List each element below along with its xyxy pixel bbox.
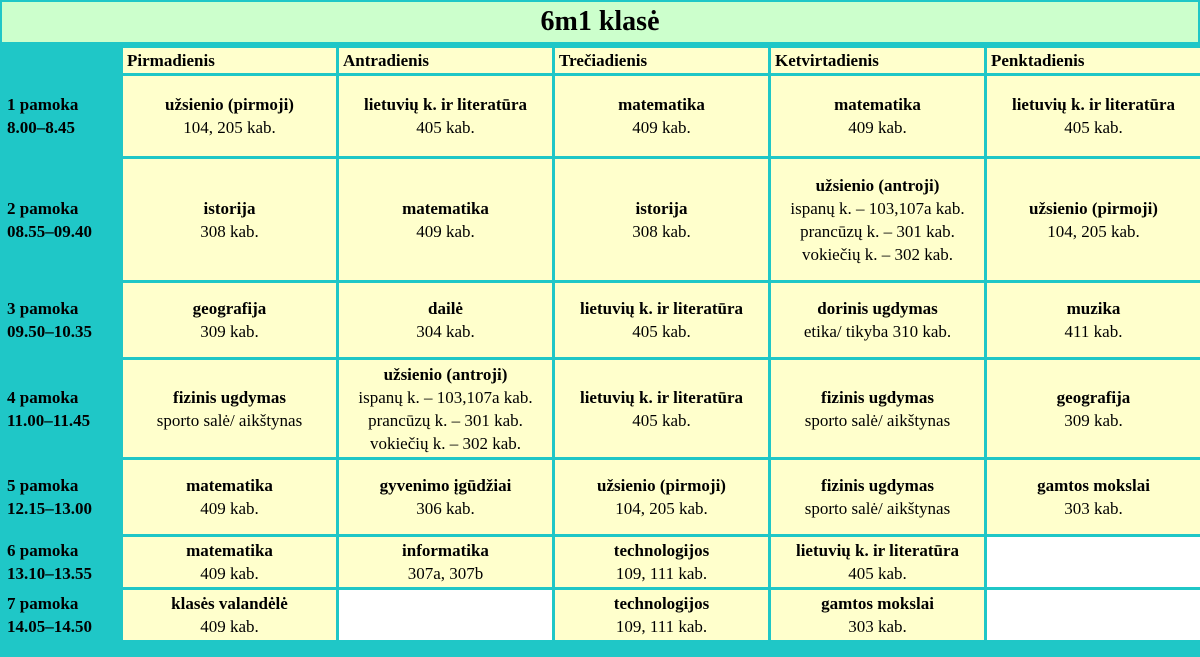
period-number: 5 pamoka [7,476,79,495]
period-label [3,360,120,457]
lesson-cell-tuesday [339,537,552,587]
room-info: vokiečių k. – 302 kab. [369,433,522,453]
lesson-cell-monday [123,590,336,640]
empty-slot-friday [987,590,1200,640]
room-info: 109, 111 kab. [615,564,708,583]
lesson-cell-thursday [771,360,984,457]
room-info: ispanų k. – 103,107a kab. [358,387,533,407]
room-info: 409 kab. [632,118,691,137]
subject-name: lietuvių k. ir literatūra [795,541,960,560]
subject-name: matematika [402,198,489,218]
lesson-cell-monday [123,360,336,457]
room-info: 405 kab. [632,322,691,341]
subject-name: gamtos mokslai [821,594,934,613]
lesson-cell-tuesday [339,76,552,156]
room-info: 307a, 307b [407,564,484,583]
room-info: 303 kab. [1064,499,1123,518]
subject-name: technologijos [613,541,710,560]
subject-name: lietuvių k. ir literatūra [579,299,744,318]
timetable [0,45,1200,643]
period-row [3,283,1200,357]
room-info: 409 kab. [416,221,475,241]
room-info: sporto salė/ aikštynas [156,410,303,430]
lesson-cell-thursday [771,159,984,280]
room-info: sporto salė/ aikštynas [804,410,951,430]
lesson-cell-monday [123,283,336,357]
lesson-cell-wednesday [555,76,768,156]
subject-name: istorija [203,198,256,218]
subject-name: muzika [1066,299,1121,318]
period-label [3,537,120,587]
lesson-cell-friday [987,360,1200,457]
period-number: 7 pamoka [7,594,79,613]
subject-name: informatika [402,541,489,560]
room-info: 309 kab. [200,322,259,341]
period-row [3,590,1200,640]
room-info: 304 kab. [416,322,475,341]
room-info: 309 kab. [1064,410,1123,430]
day-header-monday: Pirmadienis [123,48,336,73]
period-row [3,159,1200,280]
period-number: 6 pamoka [7,541,79,560]
room-info: 409 kab. [848,118,907,137]
empty-slot-tuesday [339,590,552,640]
period-time: 08.55–09.40 [7,221,92,241]
room-info: 104, 205 kab. [1047,221,1140,241]
room-info: 308 kab. [200,221,259,241]
lesson-cell-friday [987,76,1200,156]
period-time: 14.05–14.50 [7,617,92,636]
period-label [3,460,120,534]
subject-name: užsienio (pirmoji) [165,95,294,114]
subject-name: matematika [618,95,705,114]
lesson-cell-friday [987,159,1200,280]
subject-name: klasės valandėlė [171,594,288,613]
room-info: vokiečių k. – 302 kab. [801,244,954,264]
room-info: 306 kab. [416,499,475,518]
subject-name: geografija [1056,387,1131,407]
day-header-friday: Penktadienis [987,48,1200,73]
header-corner [3,48,120,73]
lesson-cell-monday [123,159,336,280]
lesson-cell-friday [987,283,1200,357]
bottom-border [0,648,1200,657]
room-info: 405 kab. [1064,118,1123,137]
subject-name: matematika [834,95,921,114]
subject-name: užsienio (pirmoji) [1029,198,1158,218]
lesson-cell-wednesday [555,283,768,357]
room-info: 409 kab. [200,617,259,636]
subject-name: istorija [635,198,688,218]
lesson-cell-monday [123,537,336,587]
period-label [3,159,120,280]
subject-name: dorinis ugdymas [817,299,938,318]
subject-name: užsienio (antroji) [815,175,940,195]
period-time: 8.00–8.45 [7,118,75,137]
period-time: 11.00–11.45 [7,410,91,430]
period-time: 09.50–10.35 [7,322,92,341]
lesson-cell-thursday [771,283,984,357]
lesson-cell-thursday [771,76,984,156]
room-info: 104, 205 kab. [183,118,276,137]
period-row [3,76,1200,156]
subject-name: lietuvių k. ir literatūra [1011,95,1176,114]
day-header-thursday: Ketvirtadienis [771,48,984,73]
subject-name: gamtos mokslai [1037,476,1150,495]
lesson-cell-monday [123,76,336,156]
lesson-cell-monday [123,460,336,534]
subject-name: užsienio (antroji) [383,364,508,384]
room-info: 405 kab. [416,118,475,137]
room-info: 405 kab. [848,564,907,583]
lesson-cell-friday [987,460,1200,534]
lesson-cell-wednesday [555,159,768,280]
period-label [3,76,120,156]
period-row [3,460,1200,534]
period-number: 2 pamoka [7,198,79,218]
room-info: 109, 111 kab. [615,617,708,636]
period-label [3,283,120,357]
room-info: 409 kab. [200,499,259,518]
subject-name: lietuvių k. ir literatūra [363,95,528,114]
subject-name: gyvenimo įgūdžiai [379,476,512,495]
period-row [3,360,1200,457]
room-info: prancūzų k. – 301 kab. [800,221,955,241]
subject-name: fizinis ugdymas [821,476,934,495]
room-info: etika/ tikyba 310 kab. [803,322,952,341]
room-info: 303 kab. [848,617,907,636]
lesson-cell-wednesday [555,460,768,534]
lesson-cell-tuesday [339,283,552,357]
subject-name: matematika [186,541,273,560]
lesson-cell-thursday [771,460,984,534]
lesson-cell-thursday [771,590,984,640]
room-info: prancūzų k. – 301 kab. [368,410,523,430]
room-info: 104, 205 kab. [615,499,708,518]
period-row [3,537,1200,587]
page-title: 6m1 klasė [2,2,1198,42]
room-info: 405 kab. [632,410,691,430]
room-info: ispanų k. – 103,107a kab. [790,198,965,218]
period-number: 4 pamoka [7,387,79,407]
room-info: 411 kab. [1064,322,1123,341]
day-header-wednesday: Trečiadienis [555,48,768,73]
subject-name: technologijos [613,594,710,613]
room-info: 308 kab. [632,221,691,241]
lesson-cell-thursday [771,537,984,587]
day-header-tuesday: Antradienis [339,48,552,73]
subject-name: dailė [428,299,463,318]
subject-name: geografija [192,299,267,318]
period-time: 12.15–13.00 [7,499,92,518]
lesson-cell-wednesday [555,537,768,587]
period-time: 13.10–13.55 [7,564,92,583]
lesson-cell-wednesday [555,590,768,640]
subject-name: lietuvių k. ir literatūra [579,387,744,407]
room-info: sporto salė/ aikštynas [804,499,951,518]
lesson-cell-tuesday [339,360,552,457]
subject-name: fizinis ugdymas [173,387,286,407]
lesson-cell-wednesday [555,360,768,457]
subject-name: fizinis ugdymas [821,387,934,407]
lesson-cell-tuesday [339,159,552,280]
empty-slot-friday [987,537,1200,587]
period-number: 1 pamoka [7,95,79,114]
period-number: 3 pamoka [7,299,79,318]
header-row [3,48,1200,73]
subject-name: matematika [186,476,273,495]
period-label [3,590,120,640]
room-info: 409 kab. [200,564,259,583]
subject-name: užsienio (pirmoji) [597,476,726,495]
lesson-cell-tuesday [339,460,552,534]
